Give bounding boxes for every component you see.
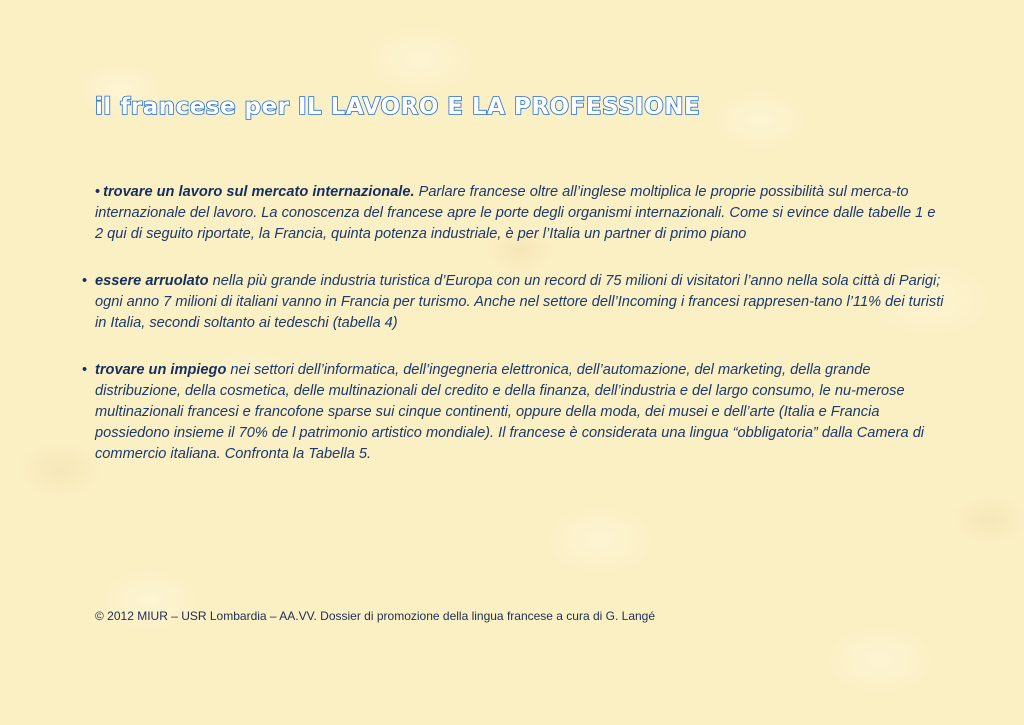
page-title: il francese per IL LAVORO E LA PROFESSIONE [95,94,701,120]
paragraph-3-text: nei settori dell’informatica, dell’ingegneria elettronica, dell’automazione, del marketing, della grande distribuzione, della cosmetica, delle multinazionali del credito e della finanza, dell’industria e del largo consumo, le nu-merose multinazionali francesi e francofone sparse sui cinque continenti, oppure della moda, dei musei e dell’arte (Italia e Francia possiedono insieme il 70% de l patrimonio artistico mondiale). Il francese è considerata una lingua “obbligatoria” dalla Camera di commercio italiana. Confronta la Tabella 5. [95,362,925,462]
paragraph-2-text: nella più grande industria turistica d’Europa con un record di 75 milioni di visitatori l’anno nella sola città di Parigi; ogni anno 7 milioni di italiani vanno in Francia per turismo. Anche nel settore dell’Incoming i francesi rappresen-tano l’11% dei turisti in Italia, secondi soltanto ai tedeschi (tabella 4) [95,273,944,331]
bullet-icon: • [82,273,88,289]
paragraph-3-lead: trovare un impiego [95,362,227,378]
paragraph-3 [82,360,945,465]
paragraph-1-lead: trovare un lavoro sul mercato internazionale. [103,184,415,200]
document-body [82,182,945,465]
paragraph-2-lead: essere arruolato [95,273,209,289]
paragraph-1 [95,182,945,245]
paragraph-2 [82,271,945,334]
bullet-icon: • [82,362,88,378]
copyright-footer: © 2012 MIUR – USR Lombardia – AA.VV. Dossier di promozione della lingua francese a cura di G. Langé [95,609,656,623]
paragraph-1-text: Parlare francese oltre all’inglese moltiplica le proprie possibilità sul merca-to internazionale del lavoro. La conoscenza del francese apre le porte degli organismi internazionali. Come si evince dalle tabelle 1 e 2 qui di seguito riportate, la Francia, quinta potenza industriale, è per l’Italia un partner di primo piano [95,184,936,242]
bullet-icon: • [95,184,101,200]
